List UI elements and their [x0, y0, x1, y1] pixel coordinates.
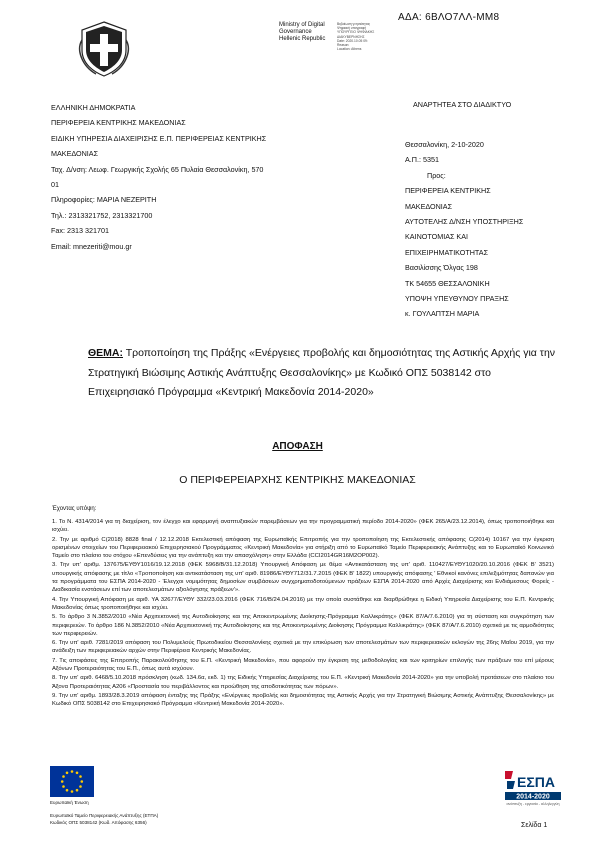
recipient-line: ΚΑΙΝΟΤΟΜΙΑΣ ΚΑΙ — [405, 232, 469, 242]
sender-line: Τηλ.: 2313321752, 2313321700 — [51, 210, 153, 220]
sender-line: ΠΕΡΙΦΕΡΕΙΑ ΚΕΝΤΡΙΚΗΣ ΜΑΚΕΔΟΝΙΑΣ — [51, 118, 186, 128]
legal-basis-list — [52, 518, 554, 710]
recipient-line: ΑΥΤΟΤΕΛΗΣ Δ/ΝΣΗ ΥΠΟΣΤΗΡΙΞΗΣ — [405, 217, 524, 227]
recipient-line: ΤΚ 54655 ΘΕΣΣΑΛΟΝΙΚΗ — [405, 278, 490, 288]
recipient-line: ΕΠΙΧΕΙΡΗΜΑΤΙΚΟΤΗΤΑΣ — [405, 247, 489, 257]
decision-heading: ΑΠΟΦΑΣΗ — [272, 441, 323, 452]
recipient-line: ΥΠΟΨΗ ΥΠΕΥΘΥΝΟΥ ΠΡΑΞΗΣ — [405, 294, 509, 304]
legal-item: 3. Την υπ' αριθμ. 137675/ΕΥΘΥ1016/19.12.2018 (ΦΕΚ 5968/Β/31.12.2018) Υπουργική Απόφαση με θέμα «Αντικατάσταση της υπ' αριθ. 110427/ΕΥΘΥ1020/20.10.2016 (ΦΕΚ Β' 3521) υπουργικής απόφασης με τίτλο «Τροποποίηση και αντικατάσταση της υπ' αριθ. 81986/ΕΥΘΥ712/31.7.2015 (ΦΕΚ Β' 1822) υπουργικής απόφασης ' Εθνικοί κανόνες επιλεξιμότητας δαπανών για τα προγράμματα του ΕΣΠΑ 2014-2020 - Έλεγχοι νομιμότητας δημοσίων συμβάσεων συγχρηματοδοτούμενων πράξεων ΕΣΠΑ 2014-2020 από Αρχές Διαχείρισης και Ενδιάμεσους Φορείς - Διαδικασία ενστάσεων επί των αποτελεσμάτων αξιολόγησης πράξεων'». — [52, 562, 554, 594]
authority-heading: Ο ΠΕΡΙΦΕΡΕΙΑΡΧΗΣ ΚΕΝΤΡΙΚΗΣ ΜΑΚΕΔΟΝΙΑΣ — [179, 474, 416, 486]
espa-title: ΕΣΠΑ — [517, 774, 555, 790]
sender-block — [51, 100, 331, 254]
digital-signature-stamp — [337, 22, 409, 51]
ada-code: ΑΔΑ: 6ΒΛΟ7ΛΛ-ΜΜ8 — [398, 12, 500, 23]
sender-line: Fax: 2313 321701 — [51, 226, 109, 236]
sender-line: ΜΑΚΕΔΟΝΙΑΣ — [51, 149, 99, 159]
legal-item: 5. Το άρθρο 3 Ν.3852/2010 «Νέα Αρχιτεκτονική της Αυτοδιοίκησης και της Αποκεντρωμένης Διοίκησης-Πρόγραμμα Καλλικράτης» (ΦΕΚ 87/Α/7.6.2010) για τη σύσταση και συγκρότηση των περιφερειών. Το άρθρο 186 Ν.3852/2010 «Νέα Αρχιτεκτονική της Αυτοδιοίκησης και της Αποκεντρωμένης Διοίκησης Πρόγραμμα Καλλικράτης» (ΦΕΚ 87/Α/7.6.2010) σχετικά με τις αρμοδιότητες των περιφερειών. — [52, 614, 554, 637]
sender-email: Email: mnezeriti@mou.gr — [51, 241, 132, 251]
publication-note: ΑΝΑΡΤΗΤΕΑ ΣΤΟ ΔΙΑΔΙΚΤΥΟ — [413, 100, 512, 109]
ministry-line: Hellenic Republic — [279, 36, 326, 42]
legal-item: 6. Την υπ' αριθ. 7281/2019 απόφαση του Πολυμελούς Πρωτοδικείου Θεσσαλονίκης σχετικά με την επικύρωση των αποτελεσμάτων των περιφερειακών εκλογών της 26ης Μαΐου 2019, για την ανάδειξη των περιφερειακών αρχών στην Περιφέρεια Κεντρικής Μακεδονίας. — [52, 640, 554, 655]
recipient-block — [405, 137, 570, 322]
funding-footer — [50, 812, 158, 826]
signature-line: Location: Athens — [337, 47, 362, 52]
footer-line: Κωδικός ΟΠΣ 5038142 (Κωδ. Απόφασης 6356) — [50, 820, 147, 825]
recipient-line: κ. ΓΟΥΛΑΠΤΣΗ ΜΑΡΙΑ — [405, 309, 480, 319]
recipient-line: Βασιλίσσης Όλγας 198 — [405, 263, 478, 273]
legal-item: 7. Τις αποφάσεις της Επιτροπής Παρακολούθησης του Ε.Π. «Κεντρική Μακεδονία», που αφορούν την έγκριση της μεθοδολογίας και των κριτηρίων επιλογής των πράξεων του επί μέρους Αξόνων Προτεραιότητας του Ε.Π., όπως αυτά ισχύουν. — [52, 657, 554, 673]
legal-item: 4. Την Υπουργική Απόφαση με αριθ. ΥΑ 32677/ΕΥΘΥ 332/23.03.2016 (ΦΕΚ 716/Β/24.04.2016) με την οποία συστάθηκε και διαρθρώθηκε η Ειδική Υπηρεσία Διαχείρισης του Ε.Π. Κεντρικής Μακεδονίας όπως τροποποιήθηκε και ισχύει. — [52, 596, 554, 611]
espa-logo — [503, 767, 563, 807]
recipient-label: Προς: — [427, 170, 446, 180]
document-date: Θεσσαλονίκη, 2-10-2020 — [405, 140, 484, 149]
page-number: Σελίδα 1 — [521, 822, 548, 829]
legal-item: 9. Την υπ' αριθμ. 1893/28.3.2019 απόφαση ένταξης της Πράξης «Ενέργειες προβολής και δημοσιότητας της Αστικής Αρχής για την Στρατηγική Βιώσιμης Αστικής Ανάπτυξης Θεσσαλονίκης» με Κωδικό ΟΠΣ 5038142 στο Επιχειρησιακό Πρόγραμμα «Κεντρική Μακεδονία 2014-2020». — [52, 692, 554, 708]
footer-line: Ευρωπαϊκό Ταμείο Περιφερειακής Ανάπτυξης (ΕΤΠΑ) — [50, 813, 159, 818]
espa-tagline: ανάπτυξη - εργασία - αλληλεγγύη — [506, 802, 560, 806]
legal-item: 1. Το Ν. 4314/2014 για τη διαχείριση, τον έλεγχο και εφαρμογή αναπτυξιακών παρεμβάσεων για την προγραμματική περίοδο 2014-2020» (ΦΕΚ 265/Α/23.12.2014), όπως τροποποιήθηκε και ισχύει. — [52, 519, 554, 534]
signature-line: Ψηφιακή υπογραφή — [337, 26, 367, 31]
signature-line: ΔΙΑΚΥΒΕΡΝΗΣΗΣ — [337, 34, 365, 39]
signature-line: Reason: — [337, 43, 350, 48]
subject-paragraph — [88, 344, 558, 403]
sender-line: Ταχ. Δ/νση: Λεωφ. Γεωργικής Σχολής 65 Πυλαία Θεσσαλονίκη, 570 — [51, 164, 264, 174]
signature-line: ΥΠΟΥΡΓΕΙΟ ΨΗΦΙΑΚΗΣ — [337, 30, 375, 35]
greek-emblem-icon — [78, 20, 130, 78]
legal-item: 8. Την υπ' αριθ. 6468/5.10.2018 πρόσκληση (κωδ. 134.6α, εκδ. 1) της Ειδικής Υπηρεσίας Διαχείρισης του Ε.Π. «Κεντρική Μακεδονία 2014-2020» για την υποβολή προτάσεων στο πλαίσιο του Άξονα Προτεραιότητας Α206 «Προστασία του περιβάλλοντος και προώθηση της αποδοτικότητας των πόρων». — [52, 675, 554, 690]
protocol-number: Α.Π.: 5351 — [405, 155, 439, 165]
ministry-line: Ministry of Digital — [279, 22, 325, 28]
eu-flag-icon — [50, 766, 94, 797]
recipient-line: ΠΕΡΙΦΕΡΕΙΑ ΚΕΝΤΡΙΚΗΣ — [405, 186, 491, 196]
signature-line: Date: 2020.10.05 09: — [337, 38, 368, 43]
sender-line: 01 — [51, 180, 59, 190]
subject-text: Τροποποίηση της Πράξης «Ενέργειες προβολής και δημοσιότητας της Αστικής Αρχής για την Στρατηγική Βιώσιμης Αστικής Ανάπτυξης Θεσσαλονίκης» με Κωδικό ΟΠΣ 5038142 στο Επιχειρησιακό Πρόγραμμα «Κεντρική Μακεδονία 2014-2020» — [88, 347, 556, 398]
sender-line: Πληροφορίες: ΜΑΡΙΑ ΝΕΖΕΡΙΤΗ — [51, 195, 157, 205]
recipient-line: ΜΑΚΕΔΟΝΙΑΣ — [405, 201, 453, 211]
eu-label: Ευρωπαϊκή Ένωση — [50, 800, 89, 805]
subject-label: ΘΕΜΑ: — [88, 347, 123, 359]
sender-line: ΕΙΔΙΚΗ ΥΠΗΡΕΣΙΑ ΔΙΑΧΕΙΡΙΣΗΣ Ε.Π. ΠΕΡΙΦΕΡΕΙΑΣ ΚΕΝΤΡΙΚΗΣ — [51, 133, 267, 143]
espa-years: 2014-2020 — [516, 793, 550, 801]
sender-line: ΕΛΛΗΝΙΚΗ ΔΗΜΟΚΡΑΤΙΑ — [51, 103, 136, 112]
considering-label: Έχοντας υπόψη: — [52, 506, 97, 512]
ministry-line: Governance — [279, 29, 312, 35]
legal-item: 2. Την με αριθμό C(2018) 8828 final / 12.12.2018 Εκτελεστική απόφαση της Ευρωπαϊκής Επιτροπής για την τροποποίηση της Εκτελεστικής απόφασης C(2014) 10167 για την έγκριση ορισμένων στοιχείων του Περιφερειακού Επιχειρησιακού Προγράμματος «Κεντρική Μακεδονία» για στήριξη από το Ευρωπαϊκό Ταμείο Περιφερειακής Ανάπτυξης και το Ευρωπαϊκό Κοινωνικό Ταμείο στο πλαίσιο του στόχου «Επενδύσεις για την ανάπτυξη και την απασχόληση» στην Ελλάδα (CCI2014GR16M2OP002). — [52, 536, 554, 560]
signature-line: Βεβαίωση γνησιότητας — [337, 22, 371, 26]
